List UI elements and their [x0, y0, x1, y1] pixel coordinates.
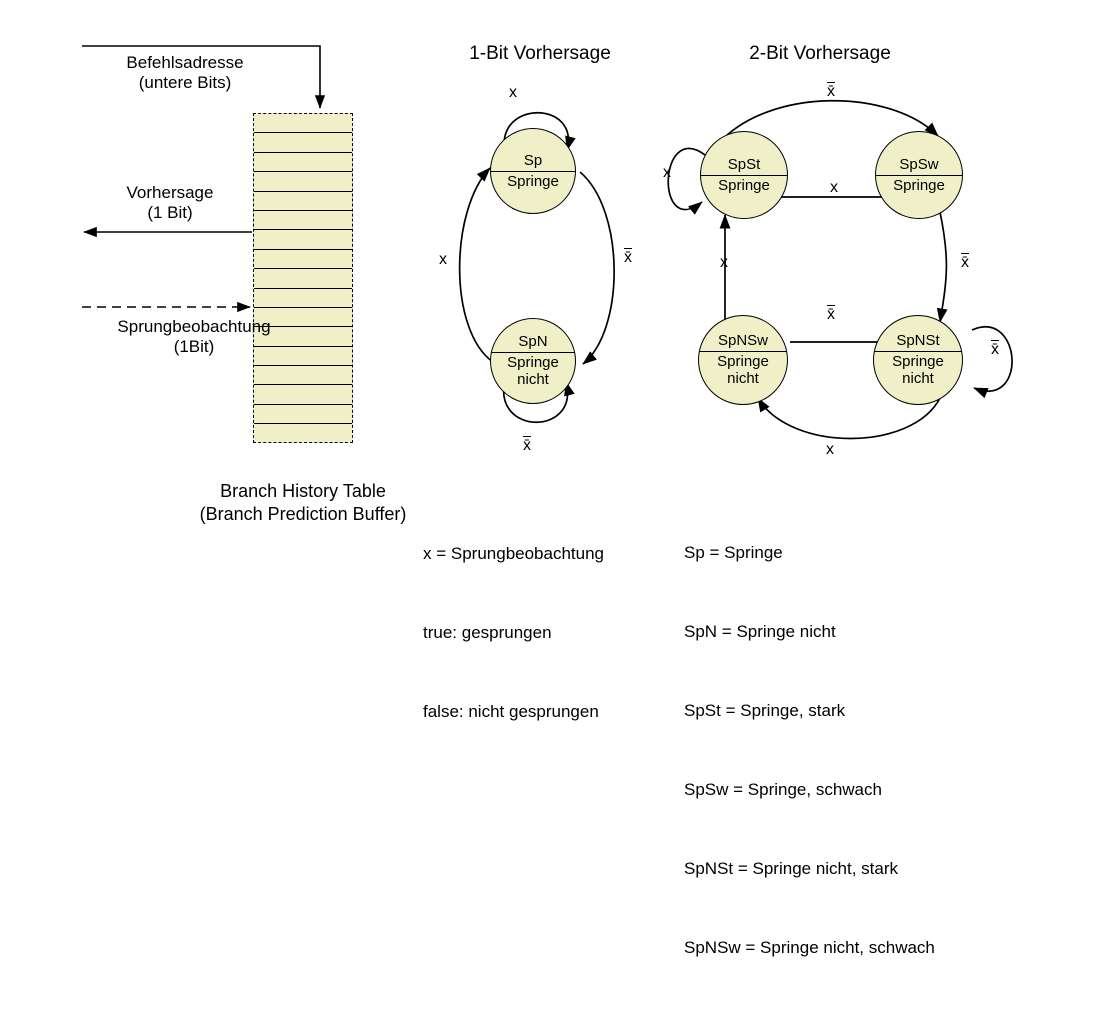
node-divider — [491, 171, 575, 172]
state-node-sp-label-bottom: Springe — [507, 172, 559, 190]
table-row — [254, 153, 352, 172]
two-bit-legend-item: SpN = Springe nicht — [684, 621, 836, 641]
bht-address-label-line2: (untere Bits) — [138, 73, 232, 92]
bht-prediction-label-line2: (1 Bit) — [147, 203, 193, 222]
table-row — [254, 424, 352, 443]
two-bit-legend-item: SpSt = Springe, stark — [684, 700, 846, 720]
node-divider — [876, 175, 962, 176]
table-row — [254, 114, 352, 133]
state-node-spst-label-bottom: Springe — [718, 176, 770, 194]
one-bit-legend-line3: false: nicht gesprungen — [423, 701, 599, 721]
two-bit-edge-label-spnst-self — [982, 340, 1008, 360]
overline-x-glyph: x̄ — [961, 254, 969, 271]
two-bit-edge-label-spnsw-to-spnst — [818, 305, 844, 325]
overline-x-glyph: x̄ — [991, 341, 999, 358]
one-bit-edge-label-self-bottom — [512, 436, 542, 456]
table-row — [254, 133, 352, 152]
bht-caption-line2: (Branch Prediction Buffer) — [199, 504, 407, 524]
two-bit-edge-label-bottom-back: x — [826, 441, 834, 458]
state-node-spn — [490, 318, 576, 404]
table-row — [254, 172, 352, 191]
one-bit-edge-label-self-top: x — [509, 84, 517, 101]
one-bit-legend-line2: true: gesprungen — [423, 622, 552, 642]
table-row — [254, 250, 352, 269]
state-node-spn-label-bottom-2: nicht — [517, 371, 549, 389]
node-divider — [699, 351, 787, 352]
state-node-spsw — [875, 131, 963, 219]
two-bit-edge-label-spnsw-to-spst: x — [720, 254, 728, 271]
state-node-spsw-label-top: SpSw — [899, 155, 939, 173]
state-node-spnst-label-top: SpNSt — [896, 331, 940, 349]
one-bit-title: 1-Bit Vorhersage — [469, 43, 611, 64]
table-row — [254, 366, 352, 385]
overline-x-glyph: x̄ — [827, 83, 835, 100]
two-bit-edge-label-spst-self: x — [663, 164, 671, 181]
two-bit-legend-item: SpSw = Springe, schwach — [684, 779, 882, 799]
one-bit-edge-label-right — [613, 248, 643, 268]
two-bit-edge-label-spsw-to-spnst — [952, 253, 978, 273]
table-row — [254, 385, 352, 404]
overline-x-glyph: x̄ — [523, 437, 531, 454]
node-divider — [491, 352, 575, 353]
table-row — [254, 192, 352, 211]
bht-caption-line1: Branch History Table — [220, 481, 386, 501]
state-node-sp-label-top: Sp — [523, 151, 543, 169]
state-node-spnst-label-bottom-1: Springe — [892, 352, 944, 370]
two-bit-legend-item: SpNSw = Springe nicht, schwach — [684, 937, 935, 957]
state-node-spn-label-top: SpN — [518, 332, 548, 350]
node-divider — [874, 351, 962, 352]
bht-prediction-label-line1: Vorhersage — [126, 183, 214, 202]
table-row — [254, 405, 352, 424]
state-node-spn-label-bottom-1: Springe — [507, 353, 559, 371]
two-bit-edge-label-top-between — [818, 82, 844, 102]
branch-history-table — [253, 113, 353, 443]
state-node-spst — [700, 131, 788, 219]
node-divider — [701, 175, 787, 176]
two-bit-legend — [684, 487, 1044, 1014]
table-row — [254, 269, 352, 288]
two-bit-edge-label-spsw-to-spst: x — [830, 179, 838, 196]
state-node-spnsw — [698, 315, 788, 405]
state-node-spst-label-top: SpSt — [727, 155, 761, 173]
bht-observation-label-line1: Sprungbeobachtung — [117, 317, 271, 336]
two-bit-title: 2-Bit Vorhersage — [749, 43, 891, 64]
two-bit-edges — [650, 80, 1070, 480]
one-bit-legend-line1: x = Sprungbeobachtung — [423, 543, 605, 563]
overline-x-glyph: x̄ — [827, 306, 835, 323]
two-bit-legend-item: SpNSt = Springe nicht, stark — [684, 858, 899, 878]
state-node-spnsw-label-top: SpNSw — [717, 331, 769, 349]
state-node-spnst — [873, 315, 963, 405]
table-row — [254, 289, 352, 308]
state-node-sp — [490, 128, 576, 214]
overline-x-glyph: x̄ — [624, 249, 632, 266]
state-node-spsw-label-bottom: Springe — [893, 176, 945, 194]
state-node-spnsw-label-bottom-2: nicht — [727, 370, 759, 388]
table-row — [254, 230, 352, 249]
one-bit-edge-label-left: x — [439, 251, 447, 268]
table-row — [254, 211, 352, 230]
bht-observation-label-line2: (1Bit) — [173, 337, 215, 356]
two-bit-legend-item: Sp = Springe — [684, 542, 783, 562]
one-bit-legend — [423, 488, 683, 778]
bht-address-label-line1: Befehlsadresse — [126, 53, 244, 72]
state-node-spnsw-label-bottom-1: Springe — [717, 352, 769, 370]
state-node-spnst-label-bottom-2: nicht — [902, 370, 934, 388]
